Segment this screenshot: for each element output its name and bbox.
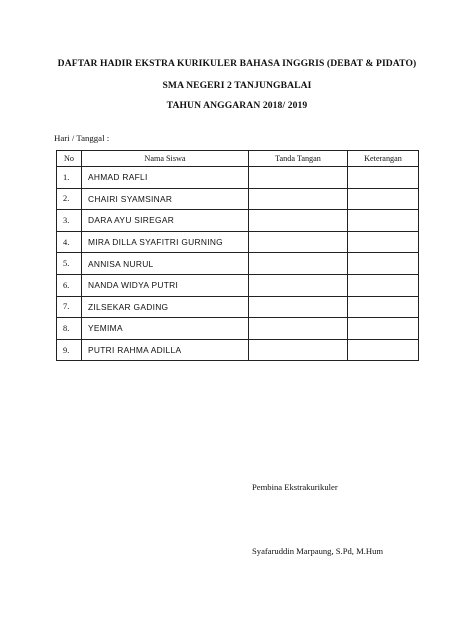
student-name: YEMIMA — [82, 318, 249, 340]
student-name: AHMAD RAFLI — [82, 167, 249, 189]
student-name: ANNISA NURUL — [82, 253, 249, 275]
signature-cell — [249, 274, 348, 296]
table-row — [57, 231, 419, 253]
school-name: SMA NEGERI 2 TANJUNGBALAI — [162, 80, 312, 91]
signature-cell — [249, 231, 348, 253]
row-number: 1. — [57, 167, 82, 189]
table-row — [57, 253, 419, 275]
table-header-row — [57, 151, 419, 167]
student-name: DARA AYU SIREGAR — [82, 210, 249, 232]
column-header-name: Nama Siswa — [82, 151, 249, 167]
signature-cell — [249, 253, 348, 275]
note-cell — [348, 339, 419, 361]
note-cell — [348, 318, 419, 340]
student-name: PUTRI RAHMA ADILLA — [82, 339, 249, 361]
table-row — [57, 167, 419, 189]
table-row — [57, 188, 419, 210]
table-row — [57, 318, 419, 340]
row-number: 9. — [57, 339, 82, 361]
column-header-no: No — [57, 151, 82, 167]
table-row — [57, 274, 419, 296]
document-title: DAFTAR HADIR EKSTRA KURIKULER BAHASA INGGRIS (DEBAT & PIDATO) — [57, 58, 417, 69]
student-name: NANDA WIDYA PUTRI — [82, 274, 249, 296]
note-cell — [348, 274, 419, 296]
signature-cell — [249, 318, 348, 340]
signature-cell — [249, 210, 348, 232]
column-header-note: Keterangan — [348, 151, 419, 167]
signature-cell — [249, 339, 348, 361]
column-header-signature: Tanda Tangan — [249, 151, 348, 167]
table-row — [57, 296, 419, 318]
note-cell — [348, 253, 419, 275]
signer-name: Syafaruddin Marpaung, S.Pd, M.Hum — [252, 546, 384, 556]
student-name: ZILSEKAR GADING — [82, 296, 249, 318]
student-name: MIRA DILLA SYAFITRI GURNING — [82, 231, 249, 253]
signature-cell — [249, 296, 348, 318]
signer-role: Pembina Ekstrakurikuler — [252, 482, 338, 492]
row-number: 8. — [57, 318, 82, 340]
note-cell — [348, 231, 419, 253]
signature-cell — [249, 167, 348, 189]
table-row — [57, 210, 419, 232]
attendance-table — [56, 150, 419, 361]
note-cell — [348, 188, 419, 210]
row-number: 7. — [57, 296, 82, 318]
row-number: 6. — [57, 274, 82, 296]
row-number: 5. — [57, 253, 82, 275]
note-cell — [348, 296, 419, 318]
table-row — [57, 339, 419, 361]
note-cell — [348, 167, 419, 189]
row-number: 2. — [57, 188, 82, 210]
student-name: CHAIRI SYAMSINAR — [82, 188, 249, 210]
note-cell — [348, 210, 419, 232]
fiscal-year: TAHUN ANGGARAN 2018/ 2019 — [166, 100, 308, 111]
date-label: Hari / Tanggal : — [54, 133, 110, 143]
row-number: 3. — [57, 210, 82, 232]
signature-cell — [249, 188, 348, 210]
row-number: 4. — [57, 231, 82, 253]
